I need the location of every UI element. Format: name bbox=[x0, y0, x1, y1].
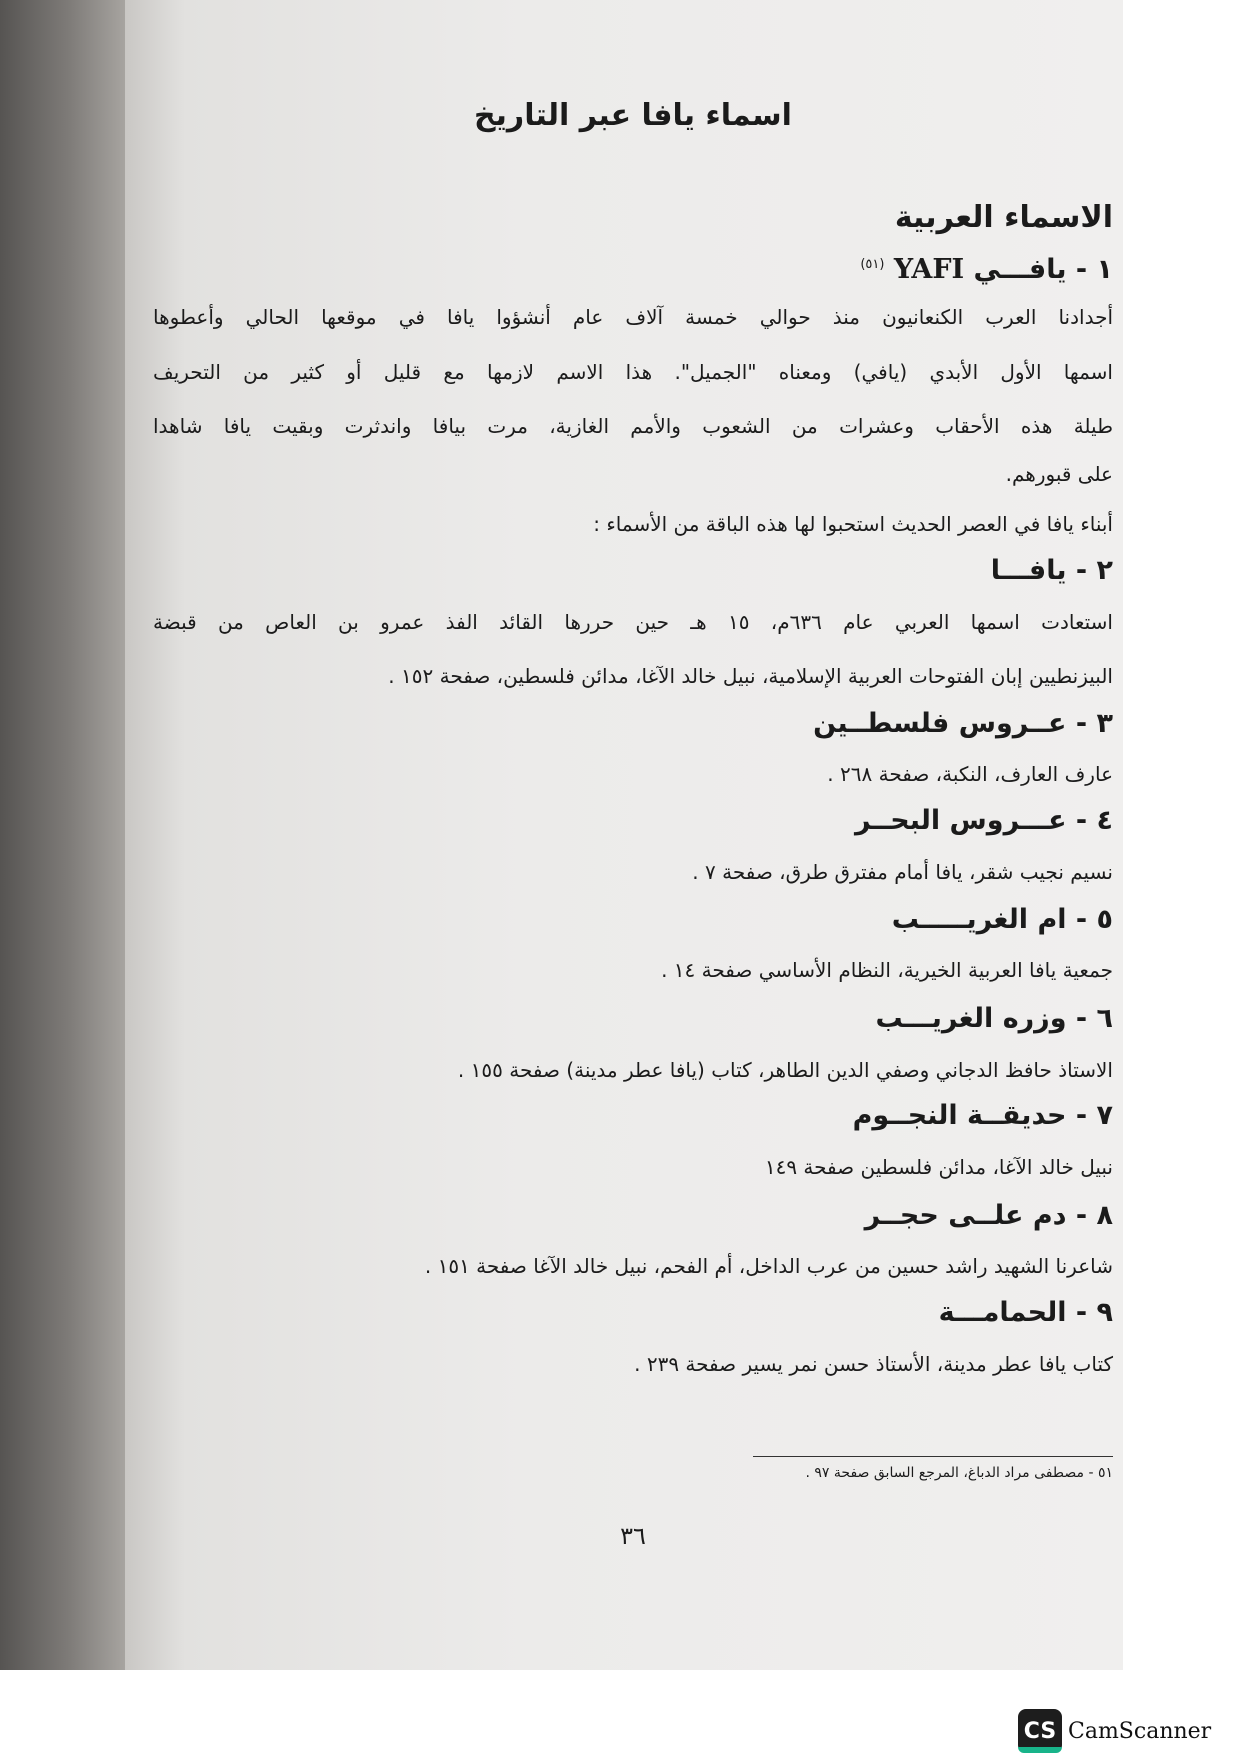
item-heading-5: ٥ - ام الغريـــــب bbox=[891, 904, 1113, 935]
paragraph-line: أجدادنا العرب الكنعانيون منذ حوالي خمسة آلاف عام أنشؤوا يافا في موقعها الحالي وأعطوها bbox=[153, 305, 1113, 329]
item-heading-9: ٩ - الحمامـــة bbox=[938, 1297, 1113, 1328]
camscanner-logo-icon: CS bbox=[1018, 1709, 1062, 1753]
item-heading-1 bbox=[860, 254, 1113, 285]
section-title: الاسماء العربية bbox=[894, 200, 1113, 235]
footnote: ٥١ - مصطفى مراد الدباغ، المرجع السابق صفحة ٩٧ . bbox=[805, 1465, 1113, 1481]
paragraph-line: البيزنطيين إبان الفتوحات العربية الإسلامية، نبيل خالد الآغا، مدائن فلسطين، صفحة ١٥٢ . bbox=[388, 664, 1113, 688]
camscanner-watermark bbox=[1018, 1709, 1211, 1753]
paragraph-line: على قبورهم. bbox=[1005, 462, 1113, 486]
page-content bbox=[153, 0, 1113, 1670]
footnote-divider bbox=[753, 1456, 1113, 1457]
camscanner-name: CamScanner bbox=[1068, 1718, 1212, 1744]
paragraph-line: طيلة هذه الأحقاب وعشرات من الشعوب والأمم الغازية، مرت بيافا واندثرت وبقيت يافا شاهدا bbox=[153, 414, 1113, 438]
item-heading-6: ٦ - وزره الغريـــب bbox=[875, 1003, 1113, 1034]
paragraph-line: اسمها الأول الأبدي (يافي) ومعناه "الجميل". هذا الاسم لازمها مع قليل أو كثير من التحريف bbox=[153, 360, 1113, 384]
item-heading-1-latin: YAFI bbox=[893, 254, 965, 285]
page-title: اسماء يافا عبر التاريخ bbox=[474, 98, 792, 133]
item-citation-8: شاعرنا الشهيد راشد حسين من عرب الداخل، أم الفحم، نبيل خالد الآغا صفحة ١٥١ . bbox=[424, 1254, 1113, 1278]
footnote-ref: (٥١) bbox=[860, 257, 885, 272]
item-citation-5: جمعية يافا العربية الخيرية، النظام الأساسي صفحة ١٤ . bbox=[661, 958, 1113, 982]
item-citation-7: نبيل خالد الآغا، مدائن فلسطين صفحة ١٤٩ bbox=[764, 1155, 1113, 1179]
intro-line: أبناء يافا في العصر الحديث استحبوا لها هذه الباقة من الأسماء : bbox=[593, 512, 1113, 536]
item-heading-2: ٢ - يافـــا bbox=[990, 555, 1113, 586]
item-citation-4: نسيم نجيب شقر، يافا أمام مفترق طرق، صفحة ٧ . bbox=[692, 860, 1113, 884]
document-page bbox=[125, 0, 1123, 1670]
item-citation-9: كتاب يافا عطر مدينة، الأستاذ حسن نمر يسير صفحة ٢٣٩ . bbox=[634, 1352, 1113, 1376]
item-heading-4: ٤ - عـــروس البحــر bbox=[855, 805, 1113, 836]
scan-edge-shadow bbox=[0, 0, 125, 1670]
page-number: ٣٦ bbox=[620, 1522, 646, 1550]
item-heading-7: ٧ - حديقــة النجــوم bbox=[852, 1100, 1113, 1131]
paragraph-line: استعادت اسمها العربي عام ٦٣٦م، ١٥ هـ حين حررها القائد الفذ عمرو بن العاص من قبضة bbox=[153, 610, 1113, 634]
item-heading-3: ٣ - عــروس فلسطــين bbox=[813, 708, 1113, 739]
item-citation-3: عارف العارف، النكبة، صفحة ٢٦٨ . bbox=[827, 762, 1113, 786]
item-citation-6: الاستاذ حافظ الدجاني وصفي الدين الطاهر، كتاب (يافا عطر مدينة) صفحة ١٥٥ . bbox=[457, 1058, 1113, 1082]
item-heading-8: ٨ - دم علــى حجــر bbox=[864, 1200, 1113, 1231]
item-heading-1-text: ١ - يافـــي bbox=[973, 254, 1113, 285]
